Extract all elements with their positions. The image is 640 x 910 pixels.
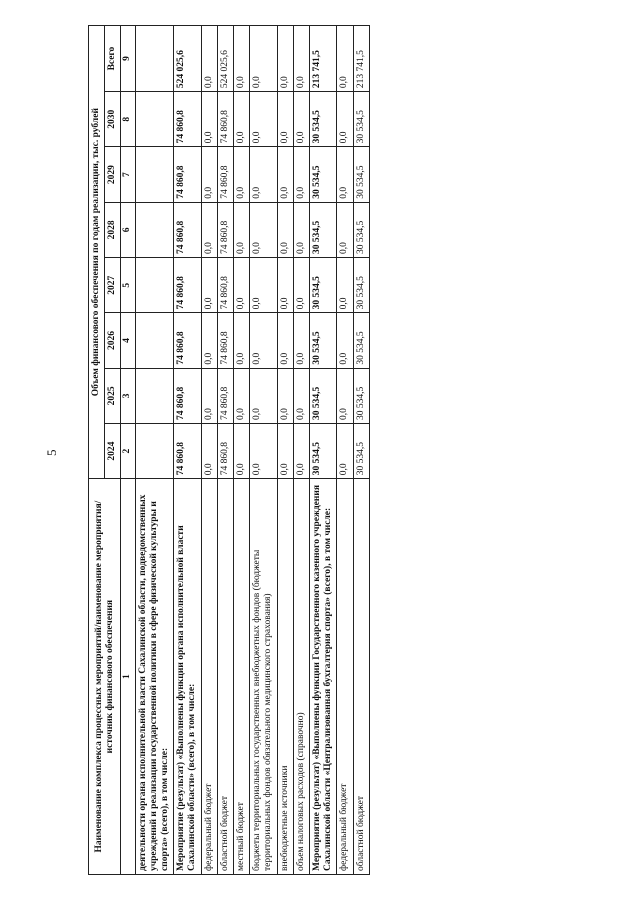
value-cell: 0,0 <box>277 26 293 92</box>
value-cell: 0,0 <box>293 26 309 92</box>
row-name-cell: объем налоговых расходов (справочно) <box>293 479 309 875</box>
value-cell <box>135 313 174 368</box>
value-cell <box>135 368 174 423</box>
value-cell: 30 534,5 <box>353 202 369 257</box>
value-cell: 0,0 <box>337 423 353 478</box>
value-cell: 0,0 <box>234 258 250 313</box>
value-cell: 0,0 <box>277 258 293 313</box>
value-cell: 30 534,5 <box>310 202 337 257</box>
value-cell: 30 534,5 <box>310 147 337 202</box>
value-cell <box>135 202 174 257</box>
value-cell <box>135 92 174 147</box>
value-cell: 0,0 <box>277 313 293 368</box>
value-cell: 0,0 <box>293 423 309 478</box>
value-cell: 74 860,8 <box>217 368 233 423</box>
index-row <box>121 26 135 875</box>
index-cell: 2 <box>121 423 135 478</box>
value-cell: 30 534,5 <box>310 368 337 423</box>
value-cell: 0,0 <box>277 423 293 478</box>
value-cell: 0,0 <box>234 92 250 147</box>
value-cell: 0,0 <box>234 368 250 423</box>
value-cell: 30 534,5 <box>310 92 337 147</box>
value-cell: 0,0 <box>250 258 277 313</box>
value-cell: 30 534,5 <box>310 423 337 478</box>
header-group-title: Объем финансового обеспечения по годам реализации, тыс. рублей <box>89 26 105 479</box>
value-cell: 0,0 <box>250 26 277 92</box>
row-name-cell: федеральный бюджет <box>337 479 353 875</box>
value-cell: 0,0 <box>277 92 293 147</box>
row-name-cell: бюджеты территориальных государственных внебюджетных фондов (бюджеты территориальных фондов обязательного медицинского страхования) <box>250 479 277 875</box>
value-cell: 0,0 <box>293 313 309 368</box>
value-cell: 524 025,6 <box>217 26 233 92</box>
value-cell: 0,0 <box>337 92 353 147</box>
row-name-cell: внебюджетные источники <box>277 479 293 875</box>
index-cell: 7 <box>121 147 135 202</box>
index-cell: 4 <box>121 313 135 368</box>
table-row <box>217 26 233 875</box>
value-cell: 0,0 <box>337 258 353 313</box>
value-cell: 30 534,5 <box>353 313 369 368</box>
value-cell: 74 860,8 <box>174 368 201 423</box>
header-year: 2028 <box>105 202 121 257</box>
value-cell: 30 534,5 <box>353 368 369 423</box>
value-cell: 0,0 <box>250 368 277 423</box>
value-cell: 30 534,5 <box>353 258 369 313</box>
value-cell <box>135 423 174 478</box>
table-row <box>201 26 217 875</box>
table-row <box>250 26 277 875</box>
value-cell: 0,0 <box>250 423 277 478</box>
value-cell: 0,0 <box>337 313 353 368</box>
value-cell: 74 860,8 <box>174 147 201 202</box>
value-cell <box>135 147 174 202</box>
value-cell: 0,0 <box>293 258 309 313</box>
index-cell: 1 <box>121 479 135 875</box>
value-cell: 0,0 <box>250 92 277 147</box>
table-row <box>293 26 309 875</box>
value-cell: 74 860,8 <box>174 313 201 368</box>
value-cell: 74 860,8 <box>174 258 201 313</box>
header-year: 2029 <box>105 147 121 202</box>
value-cell: 30 534,5 <box>310 258 337 313</box>
index-cell: 6 <box>121 202 135 257</box>
value-cell: 74 860,8 <box>174 423 201 478</box>
value-cell: 30 534,5 <box>353 423 369 478</box>
header-year: 2026 <box>105 313 121 368</box>
index-cell: 3 <box>121 368 135 423</box>
value-cell: 213 741,5 <box>310 26 337 92</box>
value-cell: 0,0 <box>234 26 250 92</box>
rotated-page <box>88 25 578 875</box>
value-cell: 0,0 <box>250 313 277 368</box>
value-cell: 0,0 <box>293 368 309 423</box>
value-cell: 0,0 <box>337 368 353 423</box>
value-cell: 0,0 <box>201 92 217 147</box>
index-cell: 8 <box>121 92 135 147</box>
value-cell: 0,0 <box>201 147 217 202</box>
row-name-cell: Мероприятие (результат) «Выполнены функции органа исполнительной власти Сахалинской области» (всего), в том числе: <box>174 479 201 875</box>
value-cell: 0,0 <box>293 202 309 257</box>
value-cell: 0,0 <box>293 92 309 147</box>
row-name-cell: областной бюджет <box>353 479 369 875</box>
row-name-cell: Мероприятие (результат) «Выполнены функции Государственного казенного учреждения Сахалинской области «Централизованная бухгалтерия спорта» (всего), в том числе: <box>310 479 337 875</box>
header-year: 2024 <box>105 423 121 478</box>
value-cell: 0,0 <box>201 258 217 313</box>
value-cell: 0,0 <box>337 147 353 202</box>
table-row <box>310 26 337 875</box>
value-cell: 0,0 <box>201 202 217 257</box>
value-cell: 0,0 <box>277 368 293 423</box>
value-cell: 74 860,8 <box>217 202 233 257</box>
value-cell: 0,0 <box>234 423 250 478</box>
value-cell: 0,0 <box>201 313 217 368</box>
value-cell: 0,0 <box>234 202 250 257</box>
row-name-cell: деятельности органа исполнительной власти Сахалинской области, подведомственных учреждений и реализации государственной политики в сфере физической культуры и спорта» (всего), в том числе: <box>135 479 174 875</box>
value-cell: 0,0 <box>337 202 353 257</box>
value-cell: 0,0 <box>250 147 277 202</box>
table-row <box>234 26 250 875</box>
value-cell: 524 025,6 <box>174 26 201 92</box>
value-cell: 30 534,5 <box>353 92 369 147</box>
value-cell: 30 534,5 <box>353 147 369 202</box>
value-cell: 74 860,8 <box>174 202 201 257</box>
value-cell: 0,0 <box>201 368 217 423</box>
value-cell: 30 534,5 <box>310 313 337 368</box>
index-cell: 9 <box>121 26 135 92</box>
value-cell: 74 860,8 <box>217 92 233 147</box>
value-cell: 0,0 <box>337 26 353 92</box>
value-cell: 74 860,8 <box>217 258 233 313</box>
header-year: 2027 <box>105 258 121 313</box>
page-number: 5 <box>44 449 59 456</box>
financing-table <box>88 25 370 875</box>
row-name-cell: местный бюджет <box>234 479 250 875</box>
table-row <box>337 26 353 875</box>
value-cell <box>135 26 174 92</box>
row-name-cell: областной бюджет <box>217 479 233 875</box>
value-cell: 0,0 <box>234 147 250 202</box>
value-cell: 0,0 <box>250 202 277 257</box>
value-cell: 0,0 <box>277 202 293 257</box>
value-cell: 74 860,8 <box>217 423 233 478</box>
value-cell: 74 860,8 <box>174 92 201 147</box>
value-cell: 0,0 <box>293 147 309 202</box>
table-row <box>353 26 369 875</box>
table-row <box>277 26 293 875</box>
table-row <box>174 26 201 875</box>
header-year: 2025 <box>105 368 121 423</box>
header-year: 2030 <box>105 92 121 147</box>
value-cell: 74 860,8 <box>217 313 233 368</box>
value-cell: 74 860,8 <box>217 147 233 202</box>
header-name-column: Наименование комплекса процессных мероприятий/наименование мероприятия/источник финансового обеспечения <box>89 479 121 875</box>
value-cell: 0,0 <box>277 147 293 202</box>
table-row <box>135 26 174 875</box>
value-cell: 0,0 <box>201 26 217 92</box>
value-cell: 213 741,5 <box>353 26 369 92</box>
header-total: Всего <box>105 26 121 92</box>
index-cell: 5 <box>121 258 135 313</box>
value-cell: 0,0 <box>234 313 250 368</box>
row-name-cell: федеральный бюджет <box>201 479 217 875</box>
value-cell: 0,0 <box>201 423 217 478</box>
value-cell <box>135 258 174 313</box>
